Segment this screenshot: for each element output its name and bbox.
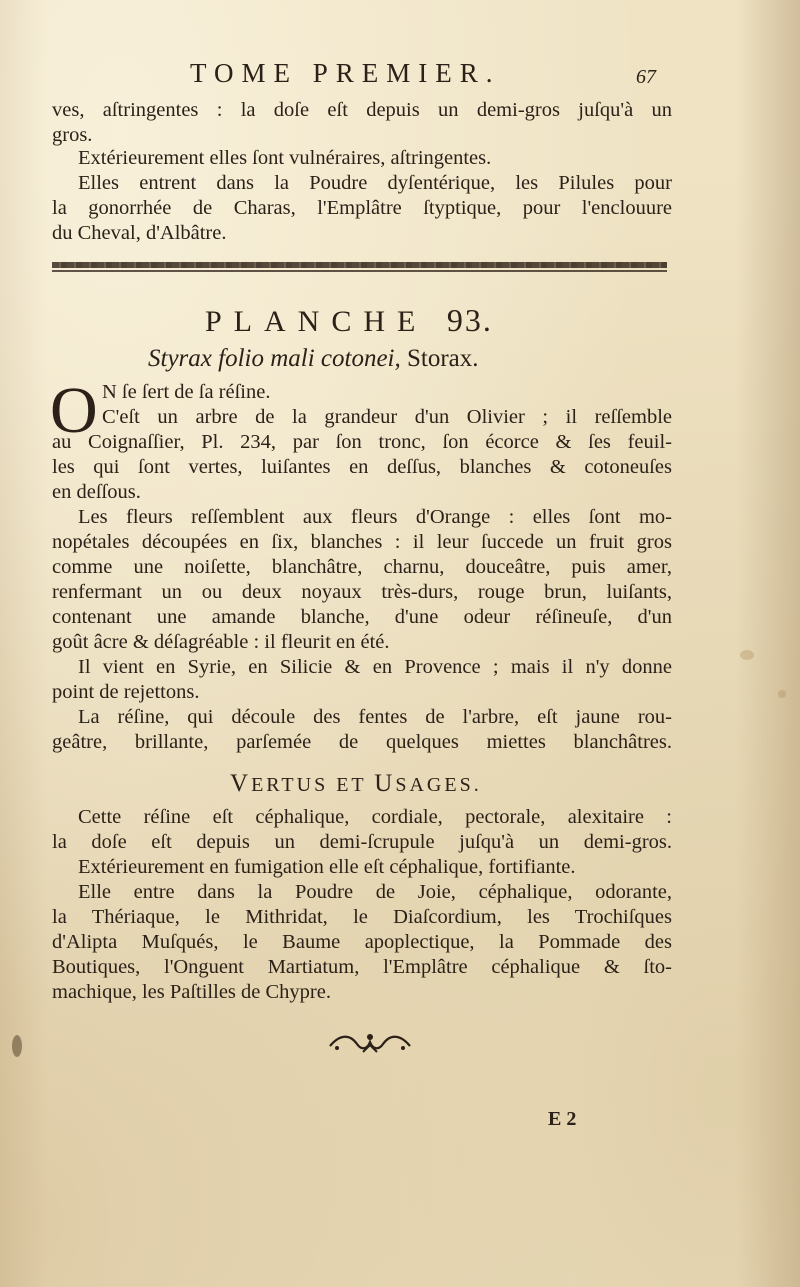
divider-rule	[52, 270, 667, 272]
text-line: les qui ſont vertes, luiſantes en deſſus, blanches & cotoneuſes	[52, 456, 672, 478]
text-line: d'Alipta Muſqués, le Baume apoplectique, la Pommade des	[52, 931, 672, 953]
text-line: nopétales découpées en ſix, blanches : il leur ſuccede un fruit gros	[52, 531, 672, 553]
heading-initial: V	[230, 770, 252, 797]
resin-paragraph	[52, 705, 672, 755]
virtues-paragraph-2	[52, 855, 672, 880]
common-name: Storax.	[406, 345, 479, 372]
text-line: au Coignaſſier, Pl. 234, par ſon tronc, ſon écorce & ſes feuil-	[52, 431, 672, 453]
virtues-paragraph-1	[52, 805, 672, 855]
ornamental-rule	[52, 262, 667, 268]
text-line: la gonorrhée de Charas, l'Emplâtre ſtyptique, pour l'enclouure	[52, 197, 672, 219]
text-line: Elles entrent dans la Poudre dyſentérique, les Pilules pour	[78, 172, 672, 194]
text-line: renfermant un ou deux noyaux très-durs, rouge brun, luiſants,	[52, 581, 672, 603]
drop-cap: O	[50, 374, 98, 447]
plate-title	[205, 302, 493, 339]
plant-name	[148, 345, 479, 373]
text-line: Extérieurement en fumigation elle eſt céphalique, fortifiante.	[78, 856, 576, 878]
syria-paragraph	[52, 655, 672, 705]
text-line: Boutiques, l'Onguent Martiatum, l'Emplâtre céphalique & ſto-	[52, 956, 672, 978]
plate-label: PLANCHE	[205, 305, 428, 338]
running-head: TOME PREMIER.	[190, 58, 501, 88]
text-line: comme une noiſette, blanchâtre, charnu, douceâtre, puis amer,	[52, 556, 672, 578]
text-line: la doſe eſt depuis un demi-ſcrupule juſqu'à un demi-gros.	[52, 831, 672, 853]
text-line: N ſe ſert de ſa réſine.	[102, 381, 271, 403]
heading-word: SAGES.	[395, 774, 482, 796]
text-line: Cette réſine eſt céphalique, cordiale, pectorale, alexitaire :	[78, 806, 672, 828]
latin-name: Styrax folio mali cotonei,	[148, 345, 401, 372]
page-number: 67	[636, 66, 656, 88]
text-line: la Thériaque, le Mithridat, le Diaſcordium, les Trochiſques	[52, 906, 672, 928]
exterior-paragraph	[52, 146, 672, 171]
first-paragraph	[50, 374, 672, 505]
foxing-spot	[778, 690, 786, 698]
text-line: machique, les Paſtilles de Chypre.	[52, 981, 331, 1003]
elles-paragraph	[52, 171, 672, 246]
flowers-paragraph	[52, 505, 672, 655]
text-line: ves, aſtringentes : la doſe eſt depuis un demi-gros juſqu'à un	[52, 99, 672, 121]
text-line: Extérieurement elles ſont vulnéraires, aſtringentes.	[78, 147, 492, 169]
plate-number: 93.	[446, 302, 493, 338]
text-line: C'eſt un arbre de la grandeur d'un Olivier ; il reſſemble	[102, 406, 672, 428]
foxing-spot	[12, 1035, 22, 1057]
text-line: Les fleurs reſſemblent aux fleurs d'Orange : elles ſont mo-	[78, 506, 672, 528]
text-line: geâtre, brillante, parſemée de quelques miettes blanchâtres.	[52, 731, 672, 753]
text-line: gros.	[52, 124, 93, 146]
virtues-paragraph-3	[52, 880, 672, 1005]
heading-word: ET	[336, 774, 367, 796]
text-line: Il vient en Syrie, en Silicie & en Provence ; mais il n'y donne	[78, 656, 672, 678]
heading-initial: U	[374, 770, 396, 797]
text-line: goût âcre & déſagréable : il fleurit en été.	[52, 631, 390, 653]
text-line: Elle entre dans la Poudre de Joie, céphalique, odorante,	[78, 881, 672, 903]
signature-mark: E 2	[548, 1108, 577, 1130]
text-line: point de rejettons.	[52, 681, 200, 703]
heading-word: ERTUS	[251, 774, 329, 796]
text-line: La réſine, qui découle des fentes de l'arbre, eſt jaune rou-	[78, 706, 672, 728]
text-line: en deſſous.	[52, 481, 141, 503]
continuation-text	[52, 98, 672, 148]
text-line: du Cheval, d'Albâtre.	[52, 222, 227, 244]
fleuron-ornament	[325, 1028, 415, 1058]
section-heading	[230, 770, 482, 798]
text-line: contenant une amande blanche, d'une odeur réſineuſe, d'un	[52, 606, 672, 628]
foxing-spot	[740, 650, 754, 660]
